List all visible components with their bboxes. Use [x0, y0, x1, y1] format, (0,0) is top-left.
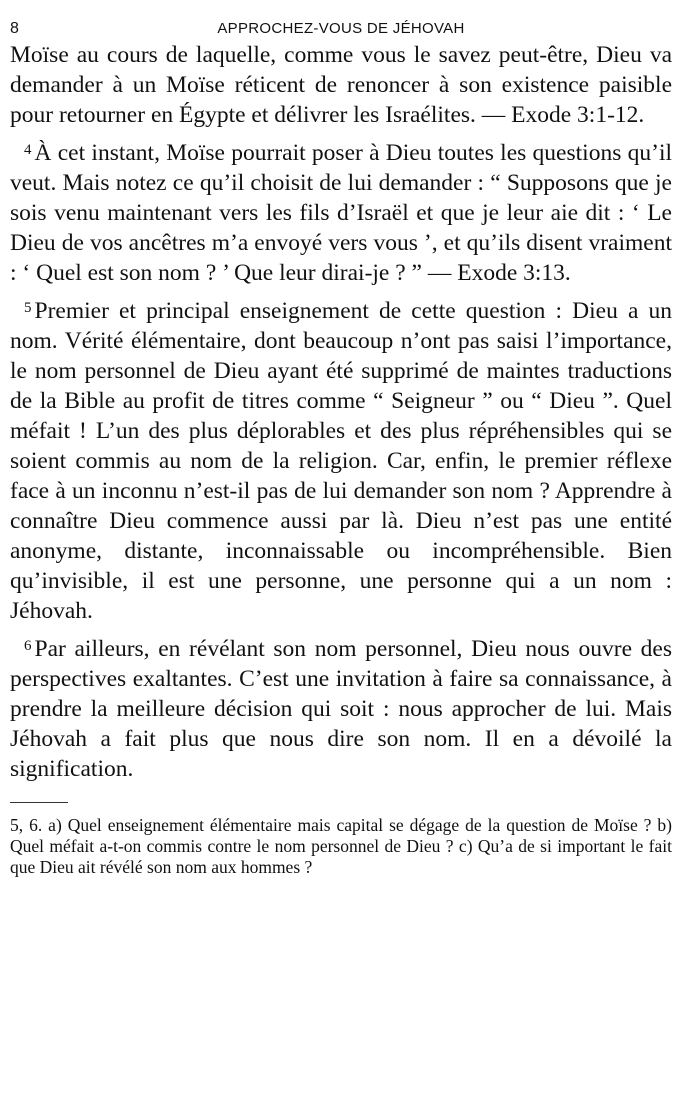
paragraph-continued — [10, 40, 672, 130]
paragraph-5 — [10, 293, 672, 626]
paragraph-number: 4 — [24, 142, 32, 158]
running-title: APPROCHEZ-VOUS DE JÉHOVAH — [217, 20, 465, 37]
paragraph-number: 6 — [24, 638, 32, 654]
paragraph-text: À cet instant, Moïse pourrait poser à Dieu toutes les questions qu’il veut. Mais notez ce qu’il choisit de lui demander : “ Supposons que je sois venu maintenant vers les fils d’Israël et que je leur aie dit : ‘ Le Dieu de vos ancêtres m’a envoyé vers vous ’, et qu’ils disent vraiment : ‘ Quel est son nom ? ’ Que leur dirai-je ? ” — Exode 3:13. — [10, 140, 672, 286]
paragraph-text: Moïse au cours de laquelle, comme vous le savez peut-être, Dieu va demander à un Moïse réticent de renoncer à son existence paisible pour retourner en Égypte et délivrer les Israélites. — Exode 3:1-12. — [10, 42, 672, 128]
paragraph-text: Par ailleurs, en révélant son nom personnel, Dieu nous ouvre des perspectives exaltantes. C’est une invitation à faire sa connaissance, à prendre la meilleure décision qui soit : nous approcher de lui. Mais Jéhovah a fait plus que nous dire son nom. Il en a dévoilé la signification. — [10, 636, 672, 782]
footnote-divider — [10, 802, 68, 803]
paragraph-4 — [10, 135, 672, 288]
page-number: 8 — [10, 20, 19, 37]
study-questions-footnote: 5, 6. a) Quel enseignement élémentaire mais capital se dégage de la question de Moïse ? b) Quel méfait a-t-on commis contre le nom personnel de Dieu ? c) Qu’a de si important le fait que Dieu ait révélé son nom aux hommes ? — [10, 815, 672, 877]
body-text — [10, 40, 672, 784]
paragraph-text: Premier et principal enseignement de cette question : Dieu a un nom. Vérité élémentaire, dont beaucoup n’ont pas saisi l’importance, le nom personnel de Dieu ayant été supprimé de maintes traductions de la Bible au profit de titres comme “ Seigneur ” ou “ Dieu ”. Quel méfait ! L’un des plus déplorables et des plus répréhensibles qui se soient commis au nom de la religion. Car, enfin, le premier réflexe face à un inconnu n’est-il pas de lui demander son nom ? Apprendre à connaître Dieu commence aussi par là. Dieu n’est pas une entité anonyme, distante, inconnaissable ou incompréhensible. Bien qu’invisible, il est une personne, une personne qui a un nom : Jéhovah. — [10, 298, 672, 624]
page-header — [10, 0, 672, 40]
paragraph-number: 5 — [24, 300, 32, 316]
paragraph-6 — [10, 631, 672, 784]
